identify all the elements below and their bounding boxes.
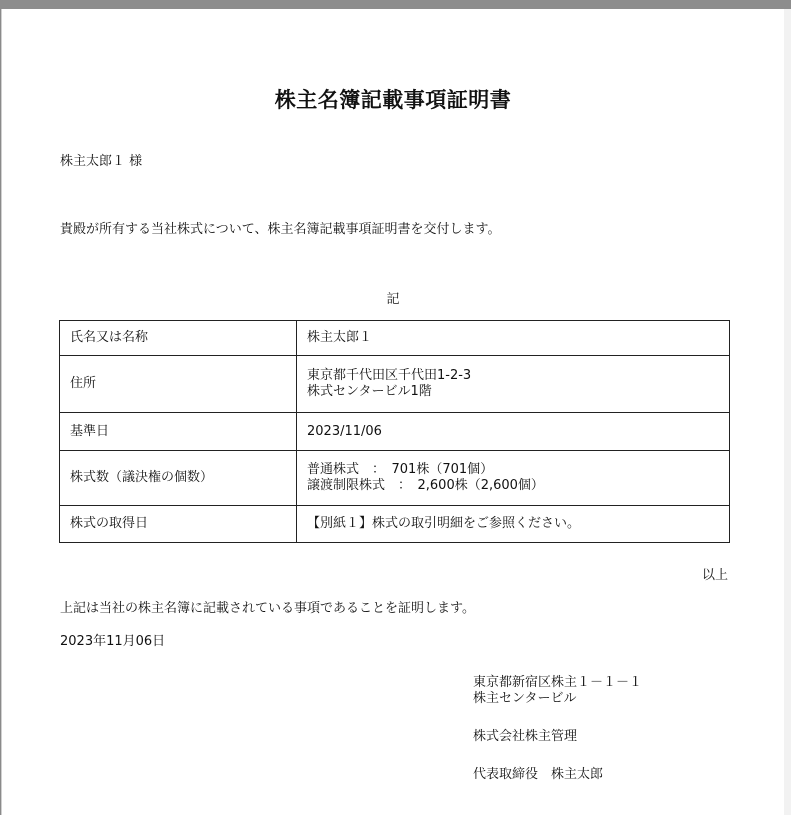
addressee: 株主太郎１ 様 — [60, 154, 143, 169]
value-line: 普通株式 ： 701株（701個） — [307, 462, 494, 477]
viewer-scroll-edge — [784, 9, 791, 815]
row-label-acquisition-date: 株式の取得日 — [60, 506, 297, 543]
table-row — [60, 321, 730, 356]
row-value-share-count — [297, 451, 730, 506]
closing-ijo: 以上 — [702, 568, 729, 583]
table-row — [60, 356, 730, 413]
issuer-company: 株式会社株主管理 — [473, 729, 578, 744]
issuer-block — [473, 675, 642, 783]
issuer-address-line2: 株主センタービル — [473, 691, 577, 706]
row-label-name: 氏名又は名称 — [60, 321, 297, 356]
row-value-name — [297, 321, 730, 356]
intro-text: 貴殿が所有する当社株式について、株主名簿記載事項証明書を交付します。 — [60, 222, 501, 237]
row-label-share-count: 株式数（議決権の個数） — [60, 451, 297, 506]
table-row — [60, 506, 730, 543]
ki-heading: 記 — [386, 292, 400, 307]
value-line: 2023/11/06 — [307, 423, 382, 439]
document-title: 株主名簿記載事項証明書 — [274, 88, 512, 112]
value-line: 株主太郎１ — [307, 330, 373, 345]
value-line: 【別紙１】株式の取引明細をご参照ください。 — [307, 516, 581, 531]
row-value-acquisition-date — [297, 506, 730, 543]
certification-statement: 上記は当社の株主名簿に記載されている事項であることを証明します。 — [60, 601, 475, 616]
shareholder-info-table — [59, 320, 730, 543]
value-line: 株式センタービル1階 — [307, 384, 432, 399]
row-label-record-date: 基準日 — [60, 413, 297, 451]
table-row — [60, 451, 730, 506]
row-value-record-date — [297, 413, 730, 451]
row-label-address: 住所 — [60, 356, 297, 413]
row-value-address — [297, 356, 730, 413]
value-line: 譲渡制限株式 ： 2,600株（2,600個） — [307, 478, 544, 493]
viewer-top-bar — [0, 0, 791, 9]
value-line: 東京都千代田区千代田1-2-3 — [307, 368, 472, 383]
document-page — [1, 9, 784, 815]
issuer-representative: 代表取締役 株主太郎 — [473, 767, 604, 782]
issue-date: 2023年11月06日 — [60, 634, 166, 649]
table-row — [60, 413, 730, 451]
issuer-address-line1: 東京都新宿区株主１－１－１ — [473, 675, 643, 690]
